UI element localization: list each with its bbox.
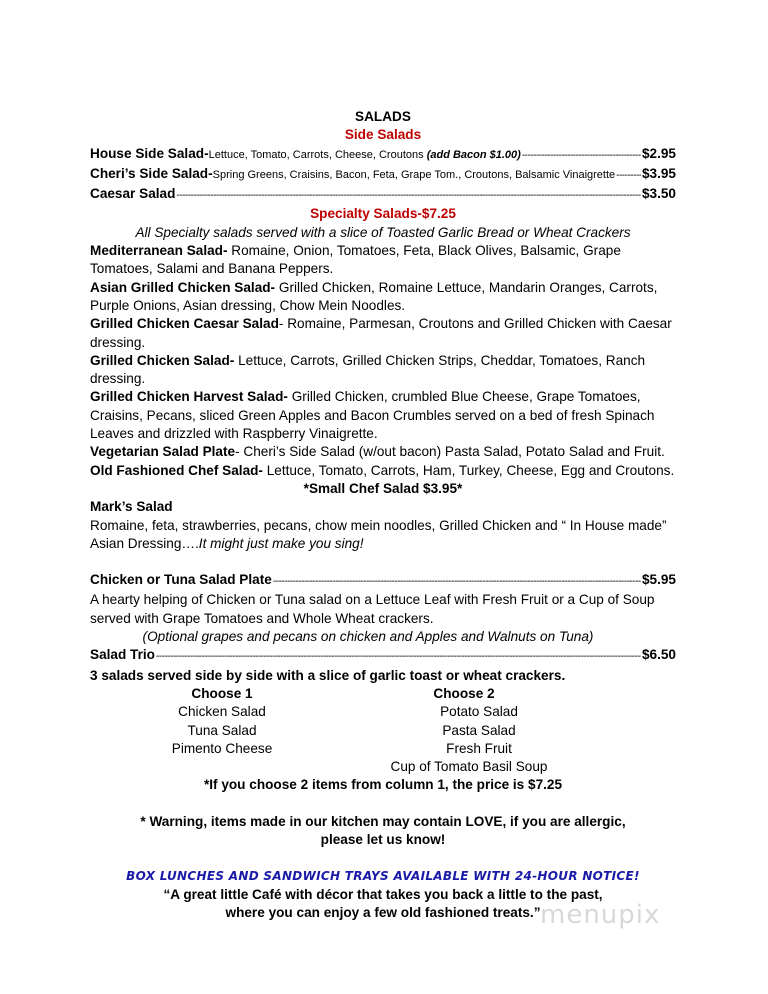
marks-salad-tag: It might just make you sing! <box>198 535 364 551</box>
menu-item-vegetarian-plate: Vegetarian Salad Plate- Cheri’s Side Salad (w/out bacon) Pasta Salad, Potato Salad and Fruit. <box>90 444 665 460</box>
trio-column-1 <box>90 685 354 776</box>
item-price: $3.95 <box>641 165 676 181</box>
item-price: $6.50 <box>641 647 676 663</box>
item-desc: Lettuce, Tomato, Carrots, Cheese, Croutons <box>208 148 427 161</box>
plate-desc: A hearty helping of Chicken or Tuna salad on a Lettuce Leaf with Fresh Fruit or a Cup of Soup served with Grape Tomatoes and Whole Wheat crackers. <box>90 592 655 626</box>
dot-leader <box>176 187 641 205</box>
item-price: $3.50 <box>641 186 676 202</box>
menu-item-chicken-tuna-plate <box>90 571 676 591</box>
menu-page <box>90 108 676 922</box>
specialty-salads-header: Specialty Salads-$7.25 <box>310 206 456 222</box>
menu-item-grilled-chicken-harvest: Grilled Chicken Harvest Salad- Grilled Chicken, crumbled Blue Cheese, Grape Tomatoes, Craisins, Pecans, sliced Green Apples and Bacon Crumbles served on a bed of fresh Spinach Leaves and drizzled with Raspberry Vinaigrette. <box>90 389 655 442</box>
menu-item-old-fashioned-chef: Old Fashioned Chef Salad- Lettuce, Tomato, Carrots, Ham, Turkey, Cheese, Egg and Croutons. <box>90 462 675 478</box>
trio-column-2 <box>354 685 604 776</box>
menu-item-grilled-chicken-salad: Grilled Chicken Salad- Lettuce, Carrots, Grilled Chicken Strips, Cheddar, Tomatoes, Ranch dressing. <box>90 352 646 387</box>
menu-item-house-side-salad <box>90 145 676 165</box>
choice-item: Pasta Salad <box>442 722 516 738</box>
small-chef-note: *Small Chef Salad $3.95* <box>303 480 463 496</box>
choice-item: Cup of Tomato Basil Soup <box>390 759 548 775</box>
specialty-salads-list <box>90 242 676 480</box>
side-salads-header: Side Salads <box>344 127 422 143</box>
menu-item-mediterranean: Mediterranean Salad- Romaine, Onion, Tomatoes, Feta, Black Olives, Balsamic, Grape Tomatoes, Salami and Banana Peppers. <box>90 243 621 277</box>
side-salads-list <box>90 145 676 206</box>
choice-item: Chicken Salad <box>178 704 266 720</box>
item-price: $5.95 <box>641 572 676 588</box>
menu-item-asian-grilled-chicken: Asian Grilled Chicken Salad- Grilled Chicken, Romaine Lettuce, Mandarin Oranges, Carrots, Purple Onions, Asian dressing, Chow Mein Noodles. <box>90 279 658 313</box>
trio-choices <box>90 685 676 776</box>
choice-item: Potato Salad <box>440 704 518 720</box>
item-price: $2.95 <box>641 145 676 161</box>
box-lunch-notice: BOX LUNCHES AND SANDWICH TRAYS AVAILABLE WITH 24-HOUR NOTICE! <box>126 869 640 884</box>
item-name: Salad Trio <box>90 647 155 663</box>
dot-leader <box>156 648 641 666</box>
marks-salad-name: Mark’s Salad <box>90 499 173 515</box>
item-name: Chicken or Tuna Salad Plate <box>90 572 272 588</box>
item-name: Caesar Salad <box>90 186 176 202</box>
item-extra: (add Bacon $1.00) <box>426 148 521 161</box>
item-name: Cheri’s Side Salad- <box>90 165 213 181</box>
dot-leader <box>616 167 641 185</box>
plate-optional: (Optional grapes and pecans on chicken and Apples and Walnuts on Tuna) <box>142 629 594 645</box>
watermark-logo: menupix <box>540 900 661 930</box>
page-title: SALADS <box>355 109 411 124</box>
specialty-note: All Specialty salads served with a slice of Toasted Garlic Bread or Wheat Crackers <box>135 224 631 240</box>
item-name: House Side Salad- <box>90 145 209 161</box>
specialty-price: -$7.25 <box>417 206 456 222</box>
column-header: Choose 2 <box>433 685 495 701</box>
marks-salad <box>90 498 676 553</box>
menu-item-caesar-salad <box>90 185 676 205</box>
menu-item-salad-trio <box>90 646 676 666</box>
allergy-warning: * Warning, items made in our kitchen may contain LOVE, if you are allergic, please let us know! <box>140 813 626 847</box>
dot-leader <box>273 573 641 591</box>
dot-leader <box>522 147 641 165</box>
column-header: Choose 1 <box>191 685 253 701</box>
menu-item-cheris-side-salad <box>90 165 676 185</box>
cafe-quote: “A great little Café with décor that takes you back a little to the past, where you can enjoy a few old fashioned treats.” <box>163 886 603 920</box>
trio-desc: 3 salads served side by side with a slice of garlic toast or wheat crackers. <box>90 667 566 683</box>
trio-note: *If you choose 2 items from column 1, the price is $7.25 <box>203 777 563 793</box>
choice-item: Fresh Fruit <box>446 740 512 756</box>
menu-item-grilled-chicken-caesar: Grilled Chicken Caesar Salad- Romaine, Parmesan, Croutons and Grilled Chicken with Caesar dressing. <box>90 316 672 350</box>
marks-salad-desc: Romaine, feta, strawberries, pecans, chow mein noodles, Grilled Chicken and “ In House made” Asian Dressing….It might just make you sing! <box>90 517 667 551</box>
choice-item: Tuna Salad <box>187 722 257 738</box>
choice-item: Pimento Cheese <box>171 740 273 756</box>
item-desc: Spring Greens, Craisins, Bacon, Feta, Grape Tom., Croutons, Balsamic Vinaigrette <box>212 168 616 181</box>
